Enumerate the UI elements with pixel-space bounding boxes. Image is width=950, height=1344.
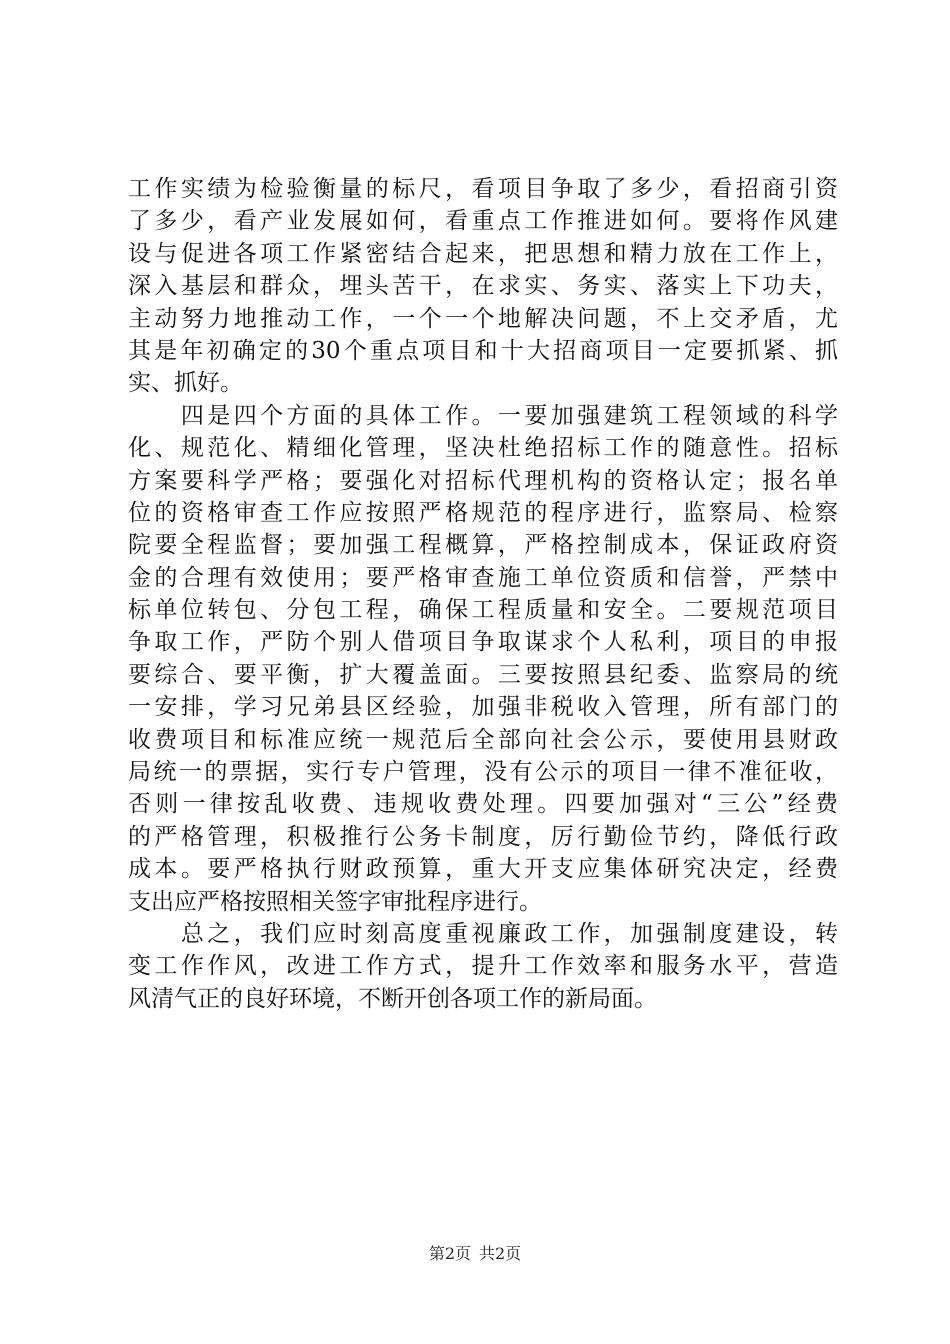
text-line: 否则一律按乱收费、违规收费处理。四要加强对“三公”经费 (128, 791, 838, 818)
page-total: 共2页 (479, 1244, 522, 1263)
document-body (128, 173, 838, 1015)
text-line: 其是年初确定的30个重点项目和十大招商项目一定要抓紧、抓 (128, 337, 838, 364)
page-number: 第2页 (428, 1244, 471, 1263)
text-line: 实、抓好。 (128, 370, 243, 397)
text-line: 标单位转包、分包工程，确保工程质量和安全。二要规范项目 (128, 597, 838, 624)
text-line: 化、规范化、精细化管理，坚决杜绝招标工作的随意性。招标 (128, 435, 838, 462)
text-line: 院要全程监督；要加强工程概算，严格控制成本，保证政府资 (128, 532, 838, 559)
text-line: 局统一的票据，实行专户管理，没有公示的项目一律不准征收， (128, 759, 838, 786)
text-line: 争取工作，严防个别人借项目争取谋求个人私利，项目的申报 (128, 629, 838, 656)
text-line: 支出应严格按照相关签字审批程序进行。 (128, 888, 542, 915)
text-line: 工作实绩为检验衡量的标尺，看项目争取了多少，看招商引资 (128, 176, 838, 202)
text-line: 四是四个方面的具体工作。一要加强建筑工程领域的科学 (128, 402, 838, 429)
text-line: 要综合、要平衡，扩大覆盖面。三要按照县纪委、监察局的统 (128, 661, 838, 688)
text-line: 的严格管理，积极推行公务卡制度，厉行勤俭节约，降低行政 (128, 823, 838, 850)
text-line: 收费项目和标准应统一规范后全部向社会公示，要使用县财政 (128, 726, 838, 753)
text-line: 风清气正的良好环境，不断开创各项工作的新局面。 (128, 985, 657, 1012)
text-line: 总之，我们应时刻高度重视廉政工作，加强制度建设，转 (128, 920, 838, 947)
text-line: 金的合理有效使用；要严格审查施工单位资质和信誉，严禁中 (128, 564, 838, 591)
text-line: 了多少，看产业发展如何，看重点工作推进如何。要将作风建 (128, 208, 838, 235)
text-line: 位的资格审查工作应按照严格规范的程序进行，监察局、检察 (128, 499, 838, 526)
text-line: 一安排，学习兄弟县区经验，加强非税收入管理，所有部门的 (128, 694, 838, 721)
text-line: 变工作作风，改进工作方式，提升工作效率和服务水平，营造 (128, 953, 838, 980)
page-footer (0, 1243, 950, 1265)
text-line: 成本。要严格执行财政预算，重大开支应集体研究决定，经费 (128, 856, 838, 883)
text-line: 方案要科学严格；要强化对招标代理机构的资格认定；报名单 (128, 467, 838, 494)
text-line: 设与促进各项工作紧密结合起来，把思想和精力放在工作上， (128, 240, 838, 267)
text-line: 主动努力地推动工作，一个一个地解决问题，不上交矛盾，尤 (128, 305, 838, 332)
text-line: 深入基层和群众，埋头苦干，在求实、务实、落实上下功夫， (128, 273, 838, 300)
